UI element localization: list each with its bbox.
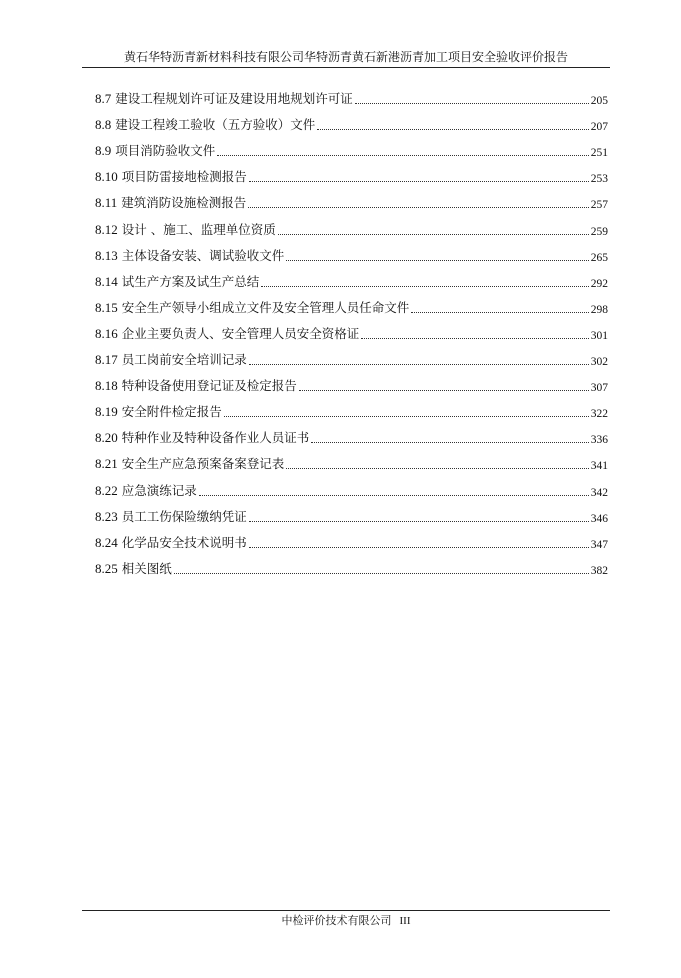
toc-entry-number: 8.15 xyxy=(95,299,118,315)
toc-entry-title: 特种设备使用登记证及检定报告 xyxy=(121,378,297,394)
toc-entry-page: 301 xyxy=(590,329,608,342)
toc-entry-number: 8.22 xyxy=(95,482,118,498)
table-of-contents xyxy=(95,81,608,577)
toc-dot-leader xyxy=(174,573,589,574)
toc-entry-page: 322 xyxy=(590,408,608,421)
toc-entry[interactable] xyxy=(95,342,608,368)
toc-dot-leader xyxy=(261,286,588,287)
toc-entry-title: 试生产方案及试生产总结 xyxy=(121,273,260,289)
toc-entry-title: 员工岗前安全培训记录 xyxy=(121,352,247,368)
toc-entry-title: 安全生产应急预案备案登记表 xyxy=(121,456,285,472)
toc-entry[interactable] xyxy=(95,133,608,159)
toc-entry-title: 员工工伤保险缴纳凭证 xyxy=(121,508,247,524)
toc-dot-leader xyxy=(311,442,588,443)
footer-page-number: III xyxy=(399,915,411,927)
toc-entry-page: 251 xyxy=(590,147,608,160)
toc-entry[interactable] xyxy=(95,525,608,551)
toc-entry-page: 341 xyxy=(590,460,608,473)
toc-entry-number: 8.13 xyxy=(95,247,118,263)
toc-entry-page: 265 xyxy=(590,251,608,264)
toc-entry-number: 8.8 xyxy=(95,117,112,133)
toc-entry-title: 安全生产领导小组成立文件及安全管理人员任命文件 xyxy=(121,299,410,315)
toc-entry[interactable] xyxy=(95,211,608,237)
toc-entry[interactable] xyxy=(95,394,608,420)
toc-entry-number: 8.23 xyxy=(95,508,118,524)
toc-dot-leader xyxy=(249,521,589,522)
page-header: 黄石华特沥青新材料科技有限公司华特沥青黄石新港沥青加工项目安全验收评价报告 xyxy=(123,50,568,64)
toc-entry-page: 307 xyxy=(590,382,608,395)
toc-entry-number: 8.11 xyxy=(95,195,118,211)
toc-entry-page: 259 xyxy=(590,225,608,238)
toc-entry-page: 302 xyxy=(590,356,608,369)
toc-entry-page: 336 xyxy=(590,434,608,447)
toc-entry-number: 8.12 xyxy=(95,221,118,237)
toc-entry-page: 346 xyxy=(590,512,608,525)
toc-entry-title: 设计 、施工、监理单位资质 xyxy=(121,221,276,237)
toc-entry-title: 建设工程规划许可证及建设用地规划许可证 xyxy=(115,91,353,107)
header-divider xyxy=(82,67,610,68)
toc-dot-leader xyxy=(286,260,588,261)
toc-entry-number: 8.18 xyxy=(95,378,118,394)
toc-entry-title: 建筑消防设施检测报告 xyxy=(121,195,247,211)
toc-entry-number: 8.17 xyxy=(95,352,118,368)
toc-entry-number: 8.10 xyxy=(95,169,118,185)
toc-entry-title: 相关图纸 xyxy=(121,560,172,576)
toc-entry[interactable] xyxy=(95,420,608,446)
toc-dot-leader xyxy=(286,468,588,469)
toc-entry-title: 主体设备安装、调试验收文件 xyxy=(121,247,285,263)
toc-entry[interactable] xyxy=(95,107,608,133)
toc-entry-page: 347 xyxy=(590,538,608,551)
toc-entry-title: 项目防雷接地检测报告 xyxy=(121,169,247,185)
toc-dot-leader xyxy=(411,312,588,313)
toc-dot-leader xyxy=(278,234,589,235)
toc-dot-leader xyxy=(299,390,589,391)
toc-dot-leader xyxy=(361,338,588,339)
toc-entry-title: 特种作业及特种设备作业人员证书 xyxy=(121,430,310,446)
toc-entry-number: 8.24 xyxy=(95,534,118,550)
toc-dot-leader xyxy=(217,155,588,156)
toc-entry[interactable] xyxy=(95,368,608,394)
toc-entry[interactable] xyxy=(95,472,608,498)
toc-entry-title: 项目消防验收文件 xyxy=(115,143,216,159)
toc-entry[interactable] xyxy=(95,185,608,211)
toc-entry[interactable] xyxy=(95,81,608,107)
toc-dot-leader xyxy=(249,181,589,182)
toc-entry-number: 8.25 xyxy=(95,560,118,576)
toc-entry-title: 建设工程竣工验收（五方验收）文件 xyxy=(115,117,316,133)
toc-dot-leader xyxy=(249,364,589,365)
toc-entry-page: 257 xyxy=(590,199,608,212)
toc-entry[interactable] xyxy=(95,446,608,472)
toc-entry-page: 342 xyxy=(590,486,608,499)
toc-entry-number: 8.19 xyxy=(95,404,118,420)
toc-entry[interactable] xyxy=(95,290,608,316)
toc-entry-number: 8.14 xyxy=(95,273,118,289)
page-footer xyxy=(82,914,610,928)
toc-entry-number: 8.7 xyxy=(95,91,112,107)
toc-entry-page: 382 xyxy=(590,564,608,577)
toc-entry-title: 化学品安全技术说明书 xyxy=(121,534,247,550)
toc-entry[interactable] xyxy=(95,551,608,577)
toc-dot-leader xyxy=(317,129,588,130)
toc-dot-leader xyxy=(355,103,589,104)
toc-dot-leader xyxy=(249,547,589,548)
toc-entry-number: 8.16 xyxy=(95,325,118,341)
footer-company: 中检评价技术有限公司 xyxy=(281,914,392,927)
toc-entry-number: 8.21 xyxy=(95,456,118,472)
toc-entry-number: 8.20 xyxy=(95,430,118,446)
footer-divider xyxy=(82,910,610,911)
toc-entry[interactable] xyxy=(95,499,608,525)
toc-entry[interactable] xyxy=(95,159,608,185)
toc-entry-page: 207 xyxy=(590,121,608,134)
toc-entry-title: 企业主要负责人、安全管理人员安全资格证 xyxy=(121,325,360,341)
toc-dot-leader xyxy=(199,495,589,496)
toc-entry-title: 安全附件检定报告 xyxy=(121,404,222,420)
toc-entry-page: 253 xyxy=(590,173,608,186)
toc-dot-leader xyxy=(248,207,588,208)
toc-entry-page: 298 xyxy=(590,303,608,316)
toc-entry-page: 292 xyxy=(590,277,608,290)
toc-entry[interactable] xyxy=(95,238,608,264)
toc-entry-title: 应急演练记录 xyxy=(121,482,197,498)
toc-entry-page: 205 xyxy=(590,95,608,108)
toc-entry[interactable] xyxy=(95,264,608,290)
toc-dot-leader xyxy=(224,416,589,417)
toc-entry[interactable] xyxy=(95,316,608,342)
toc-entry-number: 8.9 xyxy=(95,143,112,159)
